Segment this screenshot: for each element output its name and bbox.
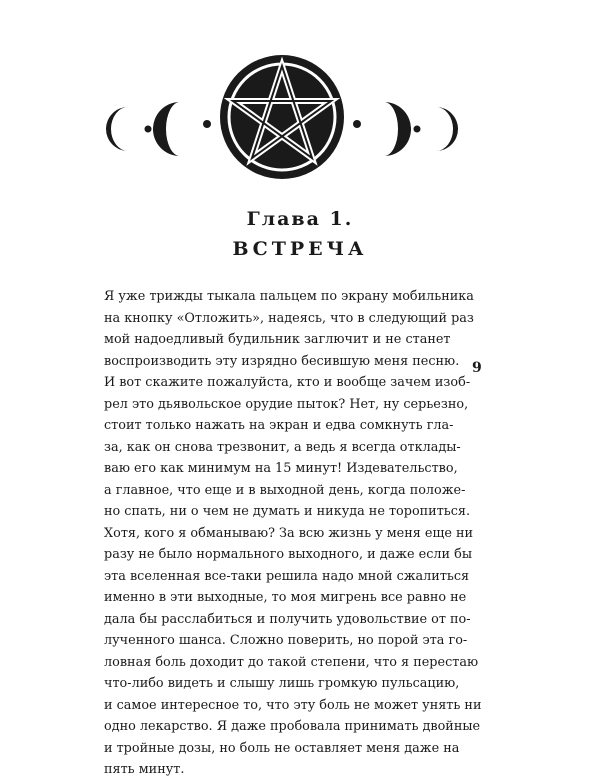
text-line: эта вселенная все-таки решила надо мной сжалиться — [104, 568, 470, 584]
right-crescent-outer-icon — [436, 107, 458, 151]
text-line: Я уже трижды тыкала пальцем по экрану мобильника — [104, 289, 474, 304]
text-line: и тройные дозы, но боль не оставляет меня даже на — [104, 740, 460, 756]
body-text — [104, 286, 482, 781]
text-line: а главное, что еще и в выходной день, когда положе- — [104, 482, 466, 498]
left-crescent-outer-icon — [106, 107, 128, 151]
left-dot-icon — [145, 126, 152, 133]
text-line: дала бы расслабиться и получить удовольствие от по- — [104, 611, 471, 627]
text-line: за, как он снова трезвонит, а ведь я всегда отклады- — [104, 439, 461, 455]
text-line: мой надоедливый будильник заглючит и не станет — [104, 332, 451, 347]
text-line: разу не было нормального выходного, и даже если бы — [104, 547, 473, 562]
text-line: лученного шанса. Сложно поверить, но порой эта го- — [104, 633, 468, 648]
text-line: именно в эти выходные, то моя мигрень все равно не — [104, 590, 467, 605]
pentagram-icon — [220, 55, 344, 179]
right-inner-dot-icon — [353, 120, 361, 128]
text-line: что-либо видеть и слышу лишь громкую пульсацию, — [104, 676, 460, 691]
left-inner-dot-icon — [203, 120, 211, 128]
right-dot-icon — [414, 126, 421, 133]
text-line: и самое интересное то, что эту боль не может унять ни — [104, 697, 482, 713]
left-crescent-inner-icon — [153, 102, 180, 156]
text-line: рел это дьявольское орудие пыток? Нет, ну серьезно, — [104, 396, 469, 412]
text-line: воспроизводить эту изрядно бесившую меня песню. — [104, 353, 460, 369]
page-number: 9 — [472, 360, 482, 376]
text-line: пять минут. — [104, 762, 185, 777]
chapter-number: Глава 1. — [246, 208, 354, 230]
text-line: ваю его как минимум на 15 минут! Издевательство, — [104, 461, 458, 476]
chapter-title: ВСТРЕЧА — [232, 238, 368, 260]
text-line: но спать, ни о чем не думать и никуда не торопиться. — [104, 504, 471, 519]
text-line: ловная боль доходит до такой степени, что я перестаю — [104, 654, 479, 670]
text-line: на кнопку «Отложить», надеясь, что в следующий раз — [104, 310, 474, 326]
triple-moon-pentagram-icon — [0, 0, 600, 190]
text-line: Хотя, кого я обманываю? За всю жизнь у меня еще ни — [104, 525, 474, 541]
text-line: одно лекарство. Я даже пробовала принимать двойные — [104, 719, 481, 734]
text-line: стоит только нажать на экран и едва сомкнуть гла- — [104, 418, 454, 433]
text-line: И вот скажите пожалуйста, кто и вообще зачем изоб- — [104, 375, 471, 390]
right-crescent-inner-icon — [384, 102, 411, 156]
